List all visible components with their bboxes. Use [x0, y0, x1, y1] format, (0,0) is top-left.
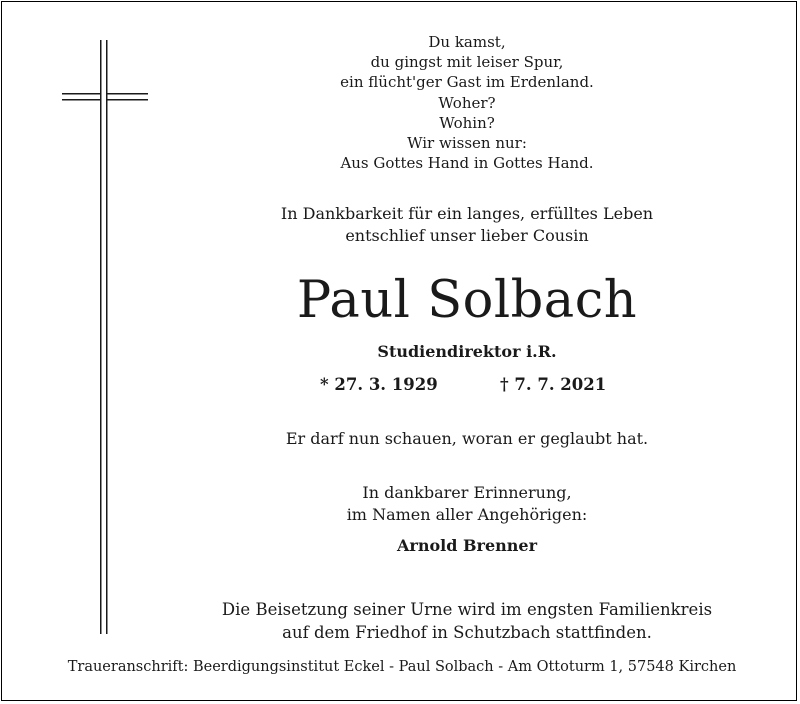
signer-name: Arnold Brenner [397, 536, 537, 555]
poem-line: Wir wissen nur: [407, 133, 527, 152]
poem-line: Aus Gottes Hand in Gottes Hand. [340, 154, 594, 173]
mourning-address: Traueranschrift: Beerdigungsinstitut Eckel - Paul Solbach - Am Ottoturm 1, 57548 Kirchen [67, 659, 737, 675]
burial-notice [182, 598, 752, 644]
poem-line: du gingst mit leiser Spur, [370, 53, 564, 72]
obituary-notice [1, 1, 797, 701]
intro-line: In Dankbarkeit für ein langes, erfülltes Leben [280, 204, 654, 223]
memory-line: im Namen aller Angehörigen: [346, 505, 588, 524]
poem-line: Wohin? [439, 113, 495, 132]
poem [182, 32, 752, 173]
life-dates [182, 375, 752, 399]
intro-text [182, 203, 752, 247]
memory-line: In dankbarer Erinnerung, [362, 483, 572, 502]
poem-line: Du kamst, [428, 33, 506, 51]
intro-line: entschlief unser lieber Cousin [345, 226, 589, 245]
deceased-name: Paul Solbach [296, 271, 638, 330]
birth-date: * 27. 3. 1929 [320, 375, 438, 394]
burial-line: Die Beisetzung seiner Urne wird im engsten Familienkreis [221, 600, 713, 619]
memory-text [182, 482, 752, 526]
poem-line: ein flücht'ger Gast im Erdenland. [340, 73, 594, 92]
deceased-title: Studiendirektor i.R. [377, 342, 557, 361]
poem-line: Woher? [438, 93, 496, 112]
death-date: † 7. 7. 2021 [500, 375, 607, 394]
burial-line: auf dem Friedhof in Schutzbach stattfinden. [282, 623, 652, 642]
latin-cross-icon [58, 40, 152, 634]
faith-line: Er darf nun schauen, woran er geglaubt hat. [285, 429, 649, 448]
